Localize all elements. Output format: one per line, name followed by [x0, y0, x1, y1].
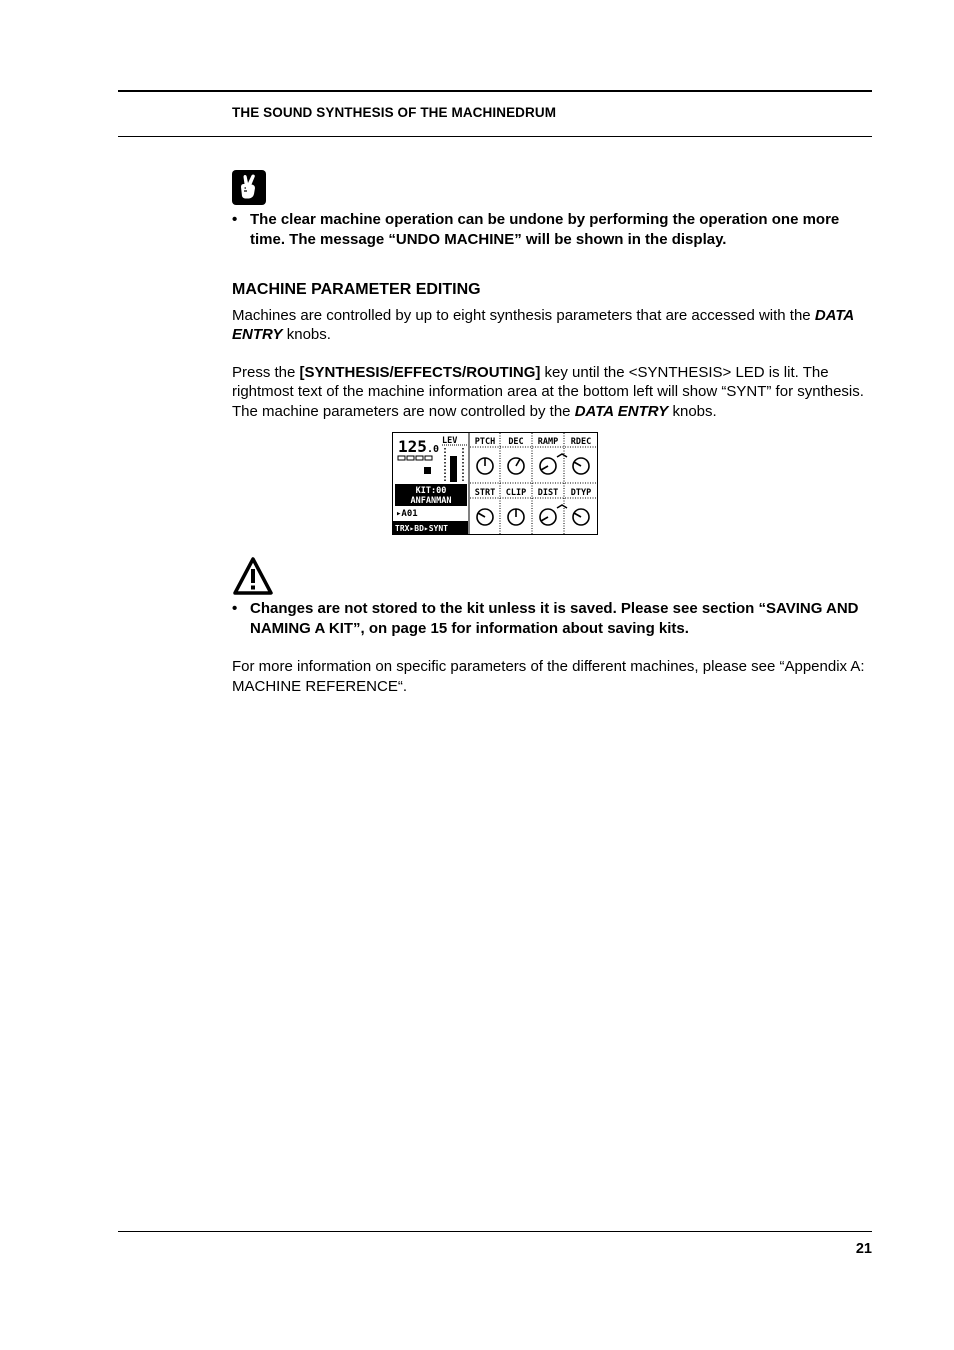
warning-bullet-text: Changes are not stored to the kit unless it is saved. Please see section “SAVING AND NAMING A KIT”, on page 15 for information about saving kits.: [250, 600, 859, 637]
lcd-param-clip: CLIP: [505, 488, 527, 498]
lcd-param-dtyp: DTYP: [570, 488, 592, 498]
lcd-param-dist: DIST: [537, 488, 559, 498]
lcd-tempo: 125: [398, 437, 427, 456]
running-header: THE SOUND SYNTHESIS OF THE MACHINEDRUM: [232, 105, 557, 120]
lcd-param-ramp: RAMP: [537, 437, 559, 447]
paragraph-2: Press the [SYNTHESIS/EFFECTS/ROUTING] key until the <SYNTHESIS> LED is lit. The rightmost text of the machine information area at the bottom left will show “SYNT” for synthesis. The machine parameters are now controlled by the DATA ENTRY knobs.: [232, 363, 864, 420]
lcd-square: [424, 467, 431, 474]
page-number: 21: [855, 1241, 872, 1257]
lcd-param-strt: STRT: [474, 488, 496, 498]
lcd-tempo-decimal: .0: [427, 444, 440, 455]
paragraph-1: Machines are controlled by up to eight synthesis parameters that are accessed with the DATA ENTRY knobs.: [232, 306, 854, 343]
hand-peace-icon: [232, 170, 266, 210]
lcd-status: TRX▸BD▸SYNT: [395, 524, 448, 533]
lcd-param-rdec: RDEC: [570, 437, 592, 447]
warning-triangle-icon: [232, 556, 274, 601]
section-title: MACHINE PARAMETER EDITING: [232, 281, 481, 298]
closing-paragraph: For more information on specific parameters of the different machines, please see “Appendix A: MACHINE REFERENCE“.: [232, 658, 865, 695]
lcd-kit-number: KIT:00: [415, 486, 447, 496]
note-bullet: •: [232, 211, 238, 228]
lcd-param-dec: DEC: [508, 437, 524, 447]
warning-bullet: •: [232, 600, 238, 617]
lcd-display: [392, 432, 598, 535]
lcd-param-ptch: PTCH: [474, 437, 496, 447]
note-text: [232, 210, 873, 249]
footer-rule: [118, 1231, 872, 1232]
note-bullet-text: The clear machine operation can be undone by performing the operation one more time. The message “UNDO MACHINE” will be shown in the display.: [250, 211, 840, 248]
header-rule: [118, 136, 872, 137]
lcd-pattern: ▸A01: [396, 509, 418, 519]
lcd-kit-name: ANFANMAN: [410, 496, 452, 506]
section-machine-parameter-editing: [232, 280, 873, 421]
warning-text: [232, 599, 873, 638]
lcd-lev-label: LEV: [442, 436, 458, 446]
top-rule: [118, 90, 872, 92]
